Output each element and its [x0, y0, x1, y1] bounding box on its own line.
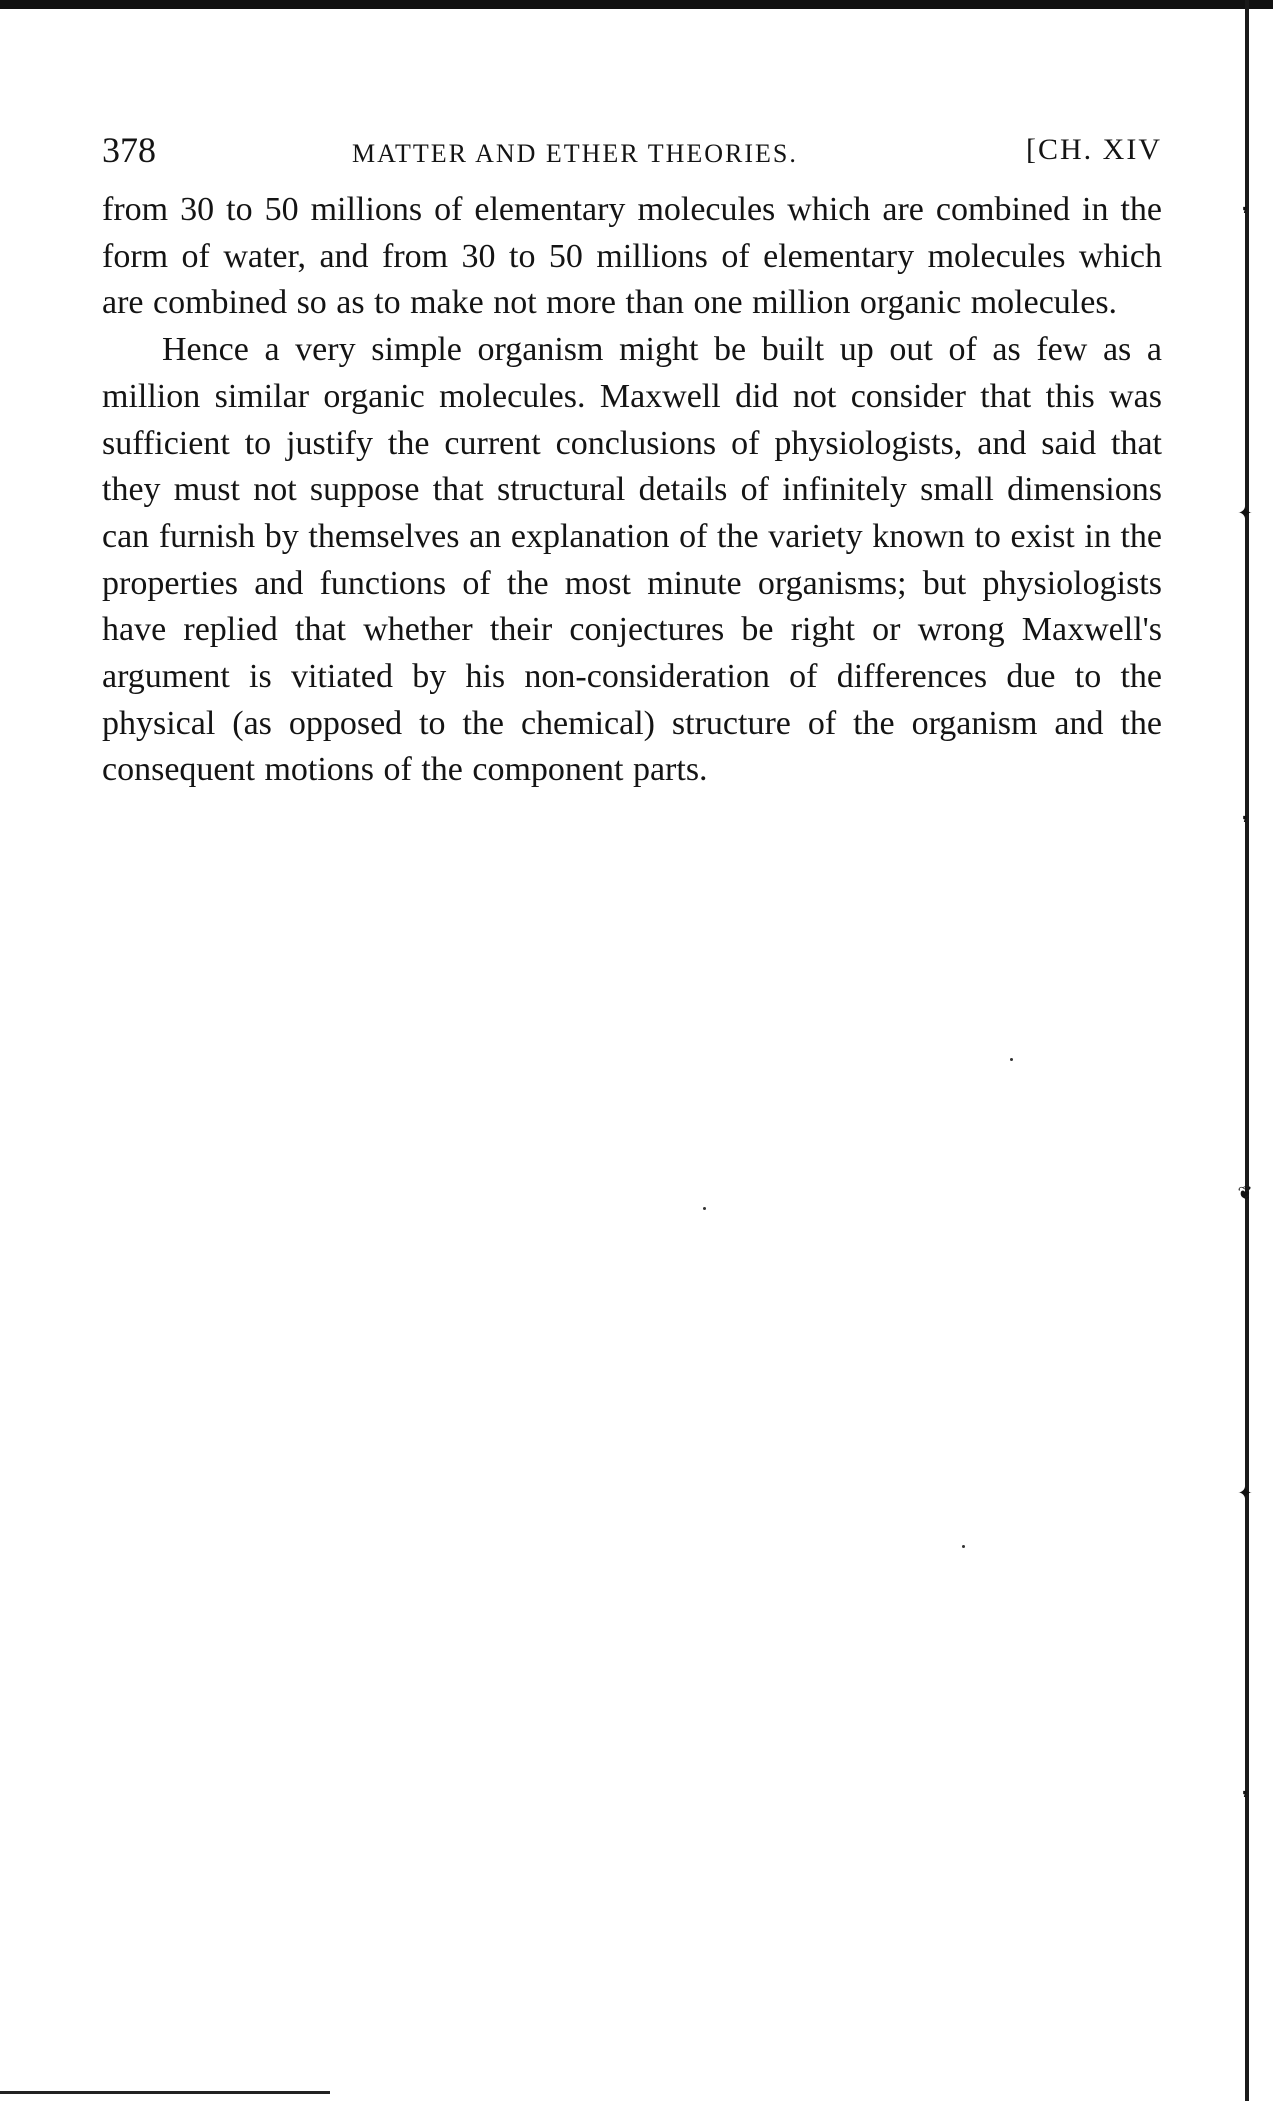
book-page: [102, 125, 1162, 794]
paragraph: from 30 to 50 millions of elementary molecules which are combined in the form of water, and from 30 to 50 millions of elementary molecules which are combined so as to make not more than one million organic molecules.: [102, 191, 1162, 322]
top-border: [0, 0, 1273, 9]
page-number: 378: [102, 130, 156, 170]
edge-mark: ❜: [1242, 204, 1248, 225]
edge-mark: ❜: [1242, 813, 1248, 834]
ink-speck: [703, 1207, 706, 1210]
paragraph: Hence a very simple organism might be built up out of as few as a million similar organic molecules. Maxwell did not consider that this was sufficient to justify the current conclusions of physiologists, and said that they must not suppose that structural details of infinitely small dimensions can furnish by themselves an explanation of the variety known to exist in the properties and functions of the most minute organisms; but physiologists have replied that whether their conjectures be right or wrong Maxwell's argument is vitiated by his non-consideration of differences due to the physical (as opposed to the chemical) structure of the organism and the consequent motions of the component parts.: [102, 331, 1162, 789]
body-text: [102, 187, 1162, 794]
ink-speck: [962, 1545, 965, 1548]
right-page-edge: [1245, 0, 1249, 2101]
edge-mark: ❦: [1237, 1183, 1253, 1204]
running-head: [102, 125, 1162, 175]
edge-mark: ✦: [1237, 503, 1253, 524]
edge-mark: ❜: [1242, 1788, 1248, 1809]
ink-speck: [1010, 1058, 1013, 1061]
running-title: MATTER AND ETHER THEORIES.: [352, 139, 798, 168]
chapter-reference: [CH. XIV: [1026, 133, 1162, 166]
bottom-border: [0, 2091, 330, 2094]
edge-mark: ✦: [1237, 1483, 1253, 1504]
